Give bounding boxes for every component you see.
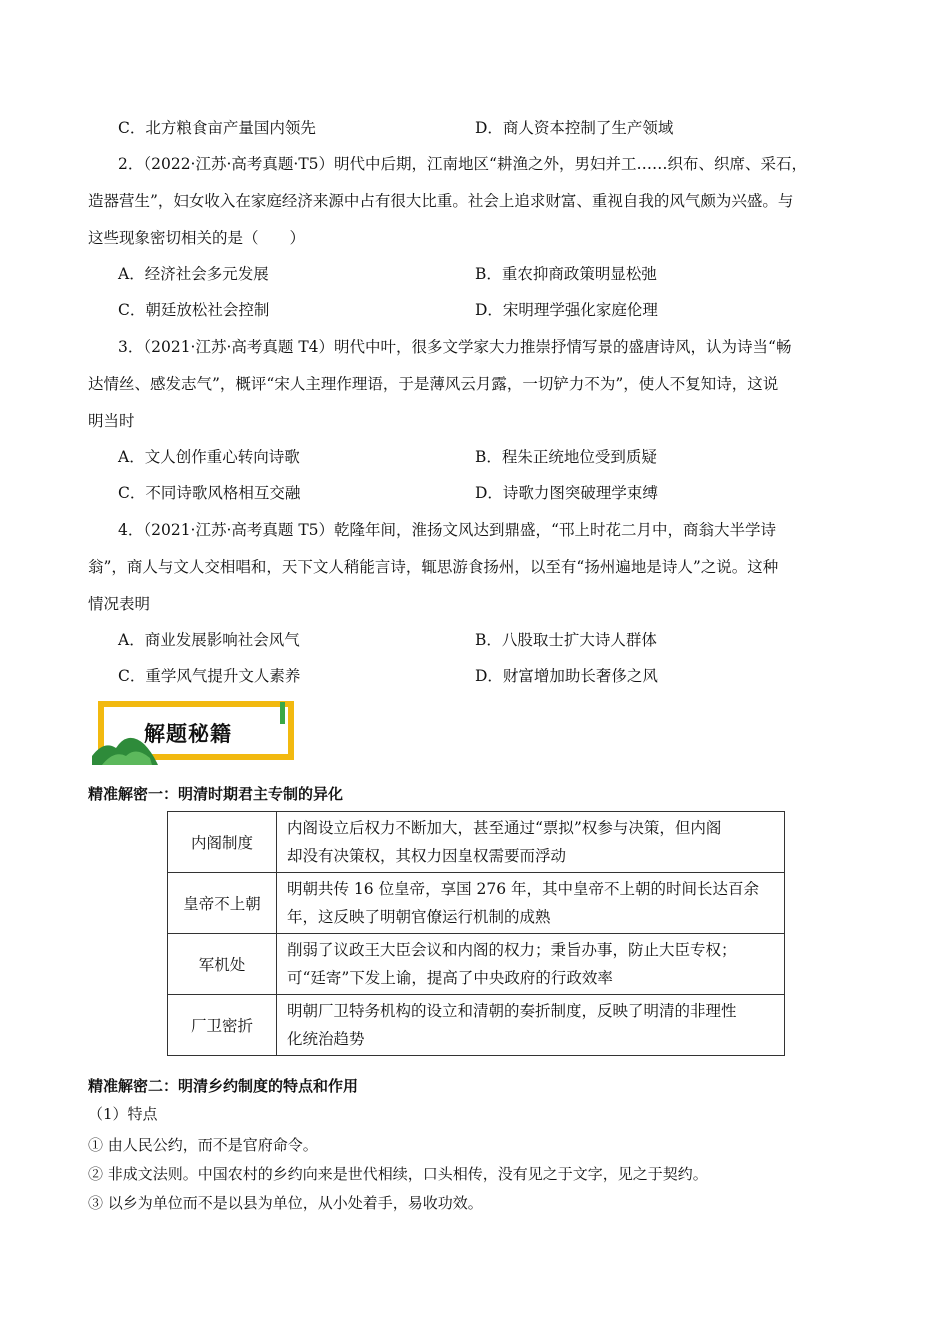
table-value-line: 明朝厂卫特务机构的设立和清朝的奏折制度，反映了明清的非理性 (287, 1002, 737, 1020)
table-value-line: 却没有决策权，其权力因皇权需要而浮动 (287, 847, 567, 865)
table-value-line: 可“廷寄”下发上谕，提高了中央政府的行政效率 (287, 969, 613, 987)
q3-option-a: A．文人创作重心转向诗歌 (118, 448, 300, 466)
q4-option-d: D．财富增加助长奢侈之风 (475, 667, 658, 685)
q1-option-c: C．北方粮食亩产量国内领先 (118, 119, 316, 137)
table-value (277, 995, 785, 1056)
q4-stem-line2: 翁”，商人与文人交相唱和，天下文人稍能言诗，辄思游食扬州，以至有“扬州遍地是诗人”之说。这种 (88, 558, 779, 576)
q3-option-c: C．不同诗歌风格相互交融 (118, 484, 301, 502)
secret2-subheading: （1）特点 (88, 1105, 158, 1123)
secret1-table (167, 811, 785, 1056)
q3-stem-line2: 达情丝、感发志气”，概评“宋人主理作理语，于是薄风云月露，一切铲力不为”，使人不复知诗，这说 (88, 375, 779, 393)
q2-option-b: B．重农抑商政策明显松弛 (475, 265, 657, 283)
table-key: 内阁制度 (168, 812, 277, 873)
q3-option-b: B．程朱正统地位受到质疑 (475, 448, 657, 466)
table-value-line: 内阁设立后权力不断加大，甚至通过“票拟”权参与决策，但内阁 (287, 819, 722, 837)
q4-stem-line3: 情况表明 (88, 595, 151, 613)
table-value (277, 934, 785, 995)
tips-banner (92, 700, 297, 765)
secret2-point-3: ③ 以乡为单位而不是以县为单位，从小处着手，易收功效。 (88, 1194, 483, 1212)
q2-stem-line2: 造器营生”，妇女收入在家庭经济来源中占有很大比重。社会上追求财富、重视自我的风气颇为兴盛。与 (88, 192, 794, 210)
table-key: 皇帝不上朝 (168, 873, 277, 934)
q2-stem-line3: 这些现象密切相关的是（ ） (88, 229, 306, 247)
q4-option-a: A．商业发展影响社会风气 (118, 631, 300, 649)
banner-title: 解题秘籍 (144, 722, 232, 746)
q3-stem-line3: 明当时 (88, 412, 135, 430)
secret2-point-1: ① 由人民公约，而不是官府命令。 (88, 1136, 318, 1154)
secret1-heading: 精准解密一：明清时期君主专制的异化 (88, 785, 344, 803)
table-value (277, 873, 785, 934)
q4-option-b: B．八股取士扩大诗人群体 (475, 631, 657, 649)
secret2-point-2: ② 非成文法则。中国农村的乡约向来是世代相续，口头相传，没有见之于文字，见之于契约。 (88, 1165, 708, 1183)
table-key: 厂卫密折 (168, 995, 277, 1056)
secret2-heading: 精准解密二：明清乡约制度的特点和作用 (88, 1077, 359, 1095)
table-row (168, 873, 785, 934)
table-value (277, 812, 785, 873)
table-row (168, 812, 785, 873)
table-row (168, 995, 785, 1056)
q2-option-d: D．宋明理学强化家庭伦理 (475, 301, 658, 319)
table-value-line: 年，这反映了明朝官僚运行机制的成熟 (287, 908, 551, 926)
table-row (168, 934, 785, 995)
q2-option-c: C．朝廷放松社会控制 (118, 301, 270, 319)
q2-stem-line1: 2．（2022·江苏·高考真题·T5）明代中后期，江南地区“耕渔之外，男妇并工……织布、织席、采石， (118, 155, 807, 173)
table-value-line: 明朝共传 16 位皇帝，享国 276 年，其中皇帝不上朝的时间长达百余 (287, 880, 760, 898)
table-key: 军机处 (168, 934, 277, 995)
q3-stem-line1: 3．（2021·江苏·高考真题 T4）明代中叶，很多文学家大力推崇抒情写景的盛唐诗风，认为诗当“畅 (118, 338, 792, 356)
q4-stem-line1: 4．（2021·江苏·高考真题 T5）乾隆年间，淮扬文风达到鼎盛，“邗上时花二月中，商翁大半学诗 (118, 521, 776, 539)
q1-option-d: D．商人资本控制了生产领域 (475, 119, 674, 137)
q4-option-c: C．重学风气提升文人素养 (118, 667, 301, 685)
table-value-line: 削弱了议政王大臣会议和内阁的权力；秉旨办事，防止大臣专权； (287, 941, 737, 959)
q3-option-d: D．诗歌力图突破理学束缚 (475, 484, 658, 502)
q2-option-a: A．经济社会多元发展 (118, 265, 269, 283)
table-value-line: 化统治趋势 (287, 1030, 365, 1048)
